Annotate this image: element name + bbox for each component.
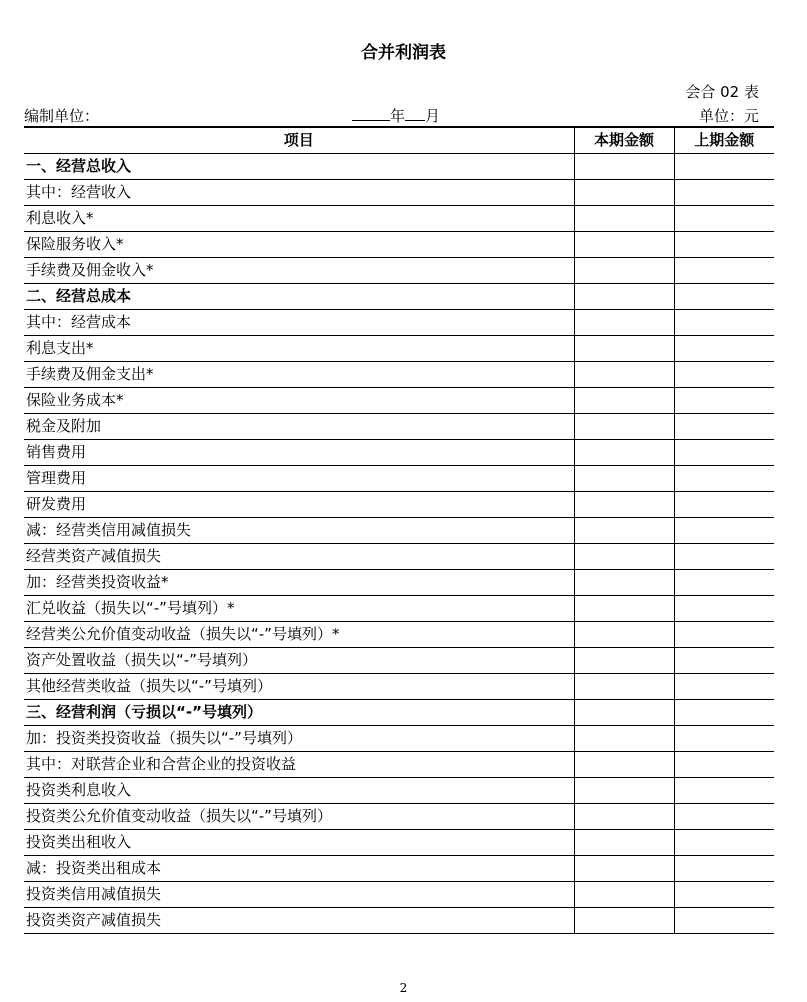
period-line bbox=[352, 105, 440, 126]
table-row bbox=[24, 154, 774, 180]
row-label: 其中：对联营企业和合营企业的投资收益 bbox=[24, 752, 574, 778]
current-period-cell[interactable] bbox=[574, 778, 674, 804]
prior-period-cell[interactable] bbox=[674, 648, 774, 674]
prior-period-cell[interactable] bbox=[674, 622, 774, 648]
table-row bbox=[24, 674, 774, 700]
table-row bbox=[24, 856, 774, 882]
row-label: 减：投资类出租成本 bbox=[24, 856, 574, 882]
current-period-cell[interactable] bbox=[574, 830, 674, 856]
row-label: 减：经营类信用减值损失 bbox=[24, 518, 574, 544]
table-row bbox=[24, 830, 774, 856]
current-period-cell[interactable] bbox=[574, 648, 674, 674]
current-period-cell[interactable] bbox=[574, 700, 674, 726]
prior-period-cell[interactable] bbox=[674, 310, 774, 336]
table-row bbox=[24, 804, 774, 830]
row-label: 加：投资类投资收益（损失以“-”号填列） bbox=[24, 726, 574, 752]
row-label: 加：经营类投资收益* bbox=[24, 570, 574, 596]
page-number: 2 bbox=[399, 981, 408, 995]
table-row bbox=[24, 466, 774, 492]
current-period-cell[interactable] bbox=[574, 284, 674, 310]
row-label: 汇兑收益（损失以“-”号填列）* bbox=[24, 596, 574, 622]
row-label: 手续费及佣金收入* bbox=[24, 258, 574, 284]
table-row bbox=[24, 908, 774, 934]
row-label: 利息收入* bbox=[24, 206, 574, 232]
current-period-cell[interactable] bbox=[574, 388, 674, 414]
year-blank bbox=[352, 106, 390, 121]
unit-label: 单位：元 bbox=[698, 107, 759, 125]
current-period-cell[interactable] bbox=[574, 596, 674, 622]
prior-period-cell[interactable] bbox=[674, 596, 774, 622]
prior-period-cell[interactable] bbox=[674, 466, 774, 492]
row-label: 其中：经营成本 bbox=[24, 310, 574, 336]
column-header-prior-period: 上期金额 bbox=[674, 127, 774, 154]
prior-period-cell[interactable] bbox=[674, 154, 774, 180]
prior-period-cell[interactable] bbox=[674, 362, 774, 388]
table-row bbox=[24, 648, 774, 674]
current-period-cell[interactable] bbox=[574, 752, 674, 778]
row-label: 投资类公允价值变动收益（损失以“-”号填列） bbox=[24, 804, 574, 830]
prior-period-cell[interactable] bbox=[674, 882, 774, 908]
table-row bbox=[24, 310, 774, 336]
prior-period-cell[interactable] bbox=[674, 570, 774, 596]
row-label: 销售费用 bbox=[24, 440, 574, 466]
row-label: 资产处置收益（损失以“-”号填列） bbox=[24, 648, 574, 674]
current-period-cell[interactable] bbox=[574, 804, 674, 830]
row-label: 一、经营总收入 bbox=[24, 154, 574, 180]
current-period-cell[interactable] bbox=[574, 882, 674, 908]
year-label: 年 bbox=[390, 107, 406, 125]
report-title: 合并利润表 bbox=[361, 43, 446, 63]
row-label: 投资类出租收入 bbox=[24, 830, 574, 856]
current-period-cell[interactable] bbox=[574, 154, 674, 180]
current-period-cell[interactable] bbox=[574, 466, 674, 492]
current-period-cell[interactable] bbox=[574, 440, 674, 466]
column-header-item: 项目 bbox=[24, 127, 574, 154]
row-label: 研发费用 bbox=[24, 492, 574, 518]
row-label: 保险服务收入* bbox=[24, 232, 574, 258]
table-row bbox=[24, 752, 774, 778]
prior-period-cell[interactable] bbox=[674, 440, 774, 466]
row-label: 投资类信用减值损失 bbox=[24, 882, 574, 908]
row-label: 保险业务成本* bbox=[24, 388, 574, 414]
prior-period-cell[interactable] bbox=[674, 726, 774, 752]
month-label: 月 bbox=[425, 107, 441, 125]
current-period-cell[interactable] bbox=[574, 232, 674, 258]
row-label: 利息支出* bbox=[24, 336, 574, 362]
current-period-cell[interactable] bbox=[574, 544, 674, 570]
row-label: 三、经营利润（亏损以“-”号填列） bbox=[24, 700, 574, 726]
prior-period-cell[interactable] bbox=[674, 180, 774, 206]
current-period-cell[interactable] bbox=[574, 622, 674, 648]
current-period-cell[interactable] bbox=[574, 518, 674, 544]
prior-period-cell[interactable] bbox=[674, 258, 774, 284]
table-row bbox=[24, 596, 774, 622]
table-row bbox=[24, 284, 774, 310]
current-period-cell[interactable] bbox=[574, 414, 674, 440]
prior-period-cell[interactable] bbox=[674, 700, 774, 726]
current-period-cell[interactable] bbox=[574, 206, 674, 232]
prior-period-cell[interactable] bbox=[674, 908, 774, 934]
month-blank bbox=[405, 106, 425, 121]
table-row bbox=[24, 882, 774, 908]
table-row bbox=[24, 206, 774, 232]
prior-period-cell[interactable] bbox=[674, 856, 774, 882]
table-row bbox=[24, 336, 774, 362]
table-row bbox=[24, 726, 774, 752]
row-label: 手续费及佣金支出* bbox=[24, 362, 574, 388]
prior-period-cell[interactable] bbox=[674, 752, 774, 778]
table-row bbox=[24, 232, 774, 258]
prior-period-cell[interactable] bbox=[674, 336, 774, 362]
prior-period-cell[interactable] bbox=[674, 518, 774, 544]
prior-period-cell[interactable] bbox=[674, 830, 774, 856]
current-period-cell[interactable] bbox=[574, 362, 674, 388]
prior-period-cell[interactable] bbox=[674, 414, 774, 440]
table-row bbox=[24, 362, 774, 388]
table-row bbox=[24, 518, 774, 544]
row-label: 经营类公允价值变动收益（损失以“-”号填列）* bbox=[24, 622, 574, 648]
row-label: 投资类利息收入 bbox=[24, 778, 574, 804]
prior-period-cell[interactable] bbox=[674, 804, 774, 830]
row-label: 税金及附加 bbox=[24, 414, 574, 440]
table-row bbox=[24, 492, 774, 518]
org-label: 编制单位： bbox=[24, 107, 100, 125]
table-row bbox=[24, 700, 774, 726]
row-label: 经营类资产减值损失 bbox=[24, 544, 574, 570]
table-header-row bbox=[24, 127, 774, 154]
current-period-cell[interactable] bbox=[574, 908, 674, 934]
income-statement-table bbox=[24, 126, 774, 934]
current-period-cell[interactable] bbox=[574, 856, 674, 882]
column-header-current-period: 本期金额 bbox=[574, 127, 674, 154]
prior-period-cell[interactable] bbox=[674, 492, 774, 518]
row-label: 其中：经营收入 bbox=[24, 180, 574, 206]
row-label: 管理费用 bbox=[24, 466, 574, 492]
row-label: 投资类资产减值损失 bbox=[24, 908, 574, 934]
table-row bbox=[24, 622, 774, 648]
prior-period-cell[interactable] bbox=[674, 674, 774, 700]
prior-period-cell[interactable] bbox=[674, 544, 774, 570]
form-code: 会合 02 表 bbox=[685, 83, 759, 101]
table-row bbox=[24, 258, 774, 284]
current-period-cell[interactable] bbox=[574, 310, 674, 336]
table-row bbox=[24, 544, 774, 570]
prior-period-cell[interactable] bbox=[674, 206, 774, 232]
prior-period-cell[interactable] bbox=[674, 284, 774, 310]
current-period-cell[interactable] bbox=[574, 570, 674, 596]
table-row bbox=[24, 180, 774, 206]
current-period-cell[interactable] bbox=[574, 726, 674, 752]
table-row bbox=[24, 570, 774, 596]
table-row bbox=[24, 414, 774, 440]
current-period-cell[interactable] bbox=[574, 492, 674, 518]
current-period-cell[interactable] bbox=[574, 180, 674, 206]
table-row bbox=[24, 440, 774, 466]
prior-period-cell[interactable] bbox=[674, 232, 774, 258]
current-period-cell[interactable] bbox=[574, 336, 674, 362]
row-label: 其他经营类收益（损失以“-”号填列） bbox=[24, 674, 574, 700]
prior-period-cell[interactable] bbox=[674, 778, 774, 804]
table-row bbox=[24, 388, 774, 414]
table-row bbox=[24, 778, 774, 804]
prior-period-cell[interactable] bbox=[674, 388, 774, 414]
row-label: 二、经营总成本 bbox=[24, 284, 574, 310]
current-period-cell[interactable] bbox=[574, 674, 674, 700]
current-period-cell[interactable] bbox=[574, 258, 674, 284]
